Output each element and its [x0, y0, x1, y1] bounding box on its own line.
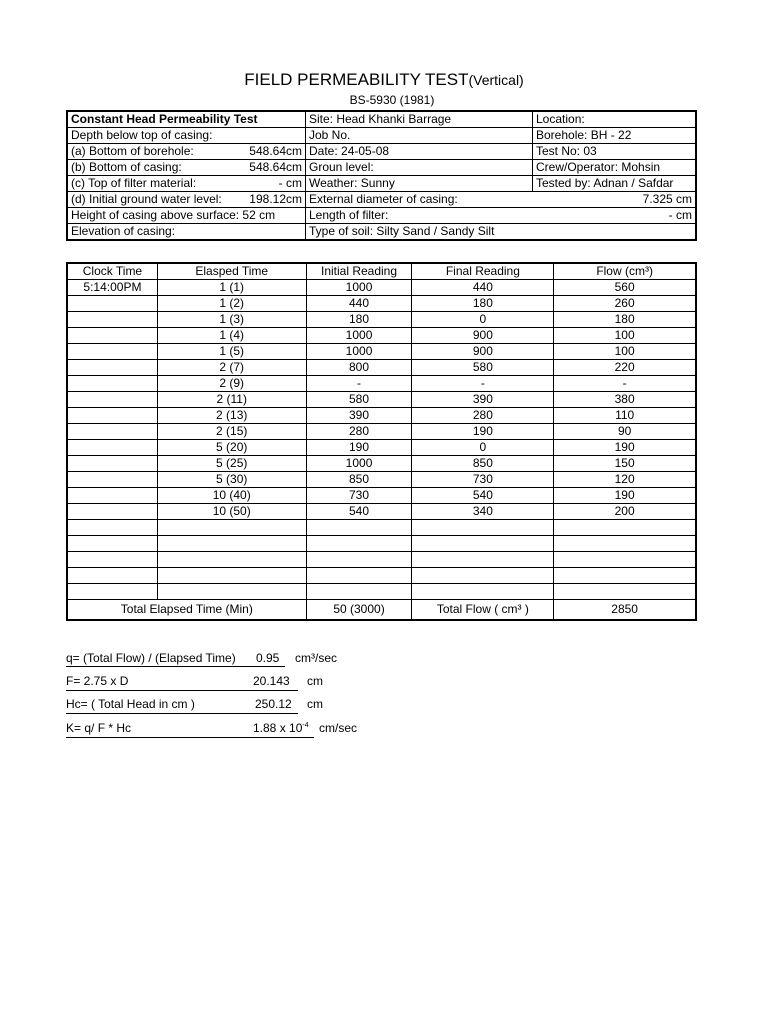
total-elapsed-value: 50 (3000)	[306, 600, 412, 621]
clock-time-cell	[67, 520, 157, 536]
initial-reading-cell: 730	[306, 488, 412, 504]
hc-label: Hc= ( Total Head in cm )	[66, 697, 195, 711]
standard-label: BS-5930 (1981)	[349, 93, 435, 107]
ext-diameter-cell	[306, 192, 697, 208]
elevation-casing-cell: Elevation of casing:	[67, 224, 306, 241]
top-filter-cell	[67, 176, 306, 192]
flow-cell: 120	[554, 472, 696, 488]
test-no-cell: Test No: 03	[533, 144, 697, 160]
clock-time-cell	[67, 488, 157, 504]
flow-cell: 100	[554, 344, 696, 360]
initial-reading-cell: 540	[306, 504, 412, 520]
flow-cell: 190	[554, 488, 696, 504]
initial-reading-cell: 280	[306, 424, 412, 440]
flow-cell: 100	[554, 328, 696, 344]
clock-time-cell	[67, 456, 157, 472]
flow-cell	[554, 520, 696, 536]
final-reading-cell: 340	[412, 504, 554, 520]
k-underline	[66, 737, 314, 738]
clock-time-cell	[67, 536, 157, 552]
elapsed-time-cell: 10 (40)	[157, 488, 306, 504]
clock-time-cell: 5:14:00PM	[67, 280, 157, 296]
site-cell: Site: Head Khanki Barrage	[306, 111, 533, 128]
k-exponent: -4	[302, 722, 309, 729]
flow-cell: 110	[554, 408, 696, 424]
elapsed-time-cell: 1 (2)	[157, 296, 306, 312]
initial-reading-cell: 390	[306, 408, 412, 424]
elapsed-time-cell: 10 (50)	[157, 504, 306, 520]
elapsed-time-cell: 2 (13)	[157, 408, 306, 424]
final-reading-cell: -	[412, 376, 554, 392]
clock-time-cell	[67, 344, 157, 360]
hc-unit: cm	[307, 697, 323, 711]
hc-underline	[66, 713, 298, 714]
ext-diameter-label: External diameter of casing:	[309, 192, 458, 206]
location-cell: Location:	[533, 111, 697, 128]
bottom-casing-label: (b) Bottom of casing:	[71, 160, 182, 174]
elapsed-time-cell	[157, 552, 306, 568]
final-reading-cell: 440	[412, 280, 554, 296]
initial-reading-cell: 440	[306, 296, 412, 312]
f-row	[66, 674, 323, 688]
initial-reading-cell: 190	[306, 440, 412, 456]
f-label: F= 2.75 x D	[66, 674, 129, 688]
final-reading-cell: 280	[412, 408, 554, 424]
final-reading-cell	[412, 584, 554, 600]
top-filter-label: (c) Top of filter material:	[71, 176, 197, 190]
clock-time-cell	[67, 568, 157, 584]
flow-cell	[554, 552, 696, 568]
table-row	[67, 472, 696, 488]
flow-cell	[554, 536, 696, 552]
date-cell: Date: 24-05-08	[306, 144, 533, 160]
table-row	[67, 408, 696, 424]
elapsed-time-cell: 2 (11)	[157, 392, 306, 408]
elapsed-time-cell: 1 (4)	[157, 328, 306, 344]
initial-reading-cell: 1000	[306, 344, 412, 360]
bottom-borehole-cell	[67, 144, 306, 160]
initial-reading-cell: 180	[306, 312, 412, 328]
initial-reading-cell	[306, 552, 412, 568]
table-row	[67, 568, 696, 584]
flow-cell: 150	[554, 456, 696, 472]
clock-time-cell	[67, 424, 157, 440]
elapsed-time-cell	[157, 568, 306, 584]
header-initial-reading: Initial Reading	[306, 263, 412, 280]
total-flow-label: Total Flow ( cm³ )	[412, 600, 554, 621]
depth-label-cell: Depth below top of casing:	[67, 128, 306, 144]
clock-time-cell	[67, 376, 157, 392]
table-row	[67, 520, 696, 536]
elapsed-time-cell: 5 (20)	[157, 440, 306, 456]
final-reading-cell: 900	[412, 328, 554, 344]
filter-length-cell	[306, 208, 697, 224]
table-row	[67, 280, 696, 296]
final-reading-cell: 850	[412, 456, 554, 472]
filter-length-value: - cm	[668, 208, 692, 222]
totals-row	[67, 600, 696, 621]
final-reading-cell: 190	[412, 424, 554, 440]
clock-time-cell	[67, 472, 157, 488]
elapsed-time-cell	[157, 520, 306, 536]
clock-time-cell	[67, 312, 157, 328]
flow-cell: 190	[554, 440, 696, 456]
table-row	[67, 424, 696, 440]
ground-level-cell: Groun level:	[306, 160, 533, 176]
weather-cell: Weather: Sunny	[306, 176, 533, 192]
initial-gw-label: (d) Initial ground water level:	[71, 192, 222, 206]
table-row	[67, 456, 696, 472]
q-label: q= (Total Flow) / (Elapsed Time)	[66, 651, 236, 665]
elapsed-time-cell	[157, 536, 306, 552]
initial-reading-cell	[306, 584, 412, 600]
elapsed-time-cell: 1 (5)	[157, 344, 306, 360]
final-reading-cell	[412, 552, 554, 568]
initial-reading-cell: 1000	[306, 328, 412, 344]
clock-time-cell	[67, 440, 157, 456]
elapsed-time-cell: 2 (9)	[157, 376, 306, 392]
q-row	[66, 651, 337, 665]
table-row	[67, 360, 696, 376]
k-value-group	[253, 721, 309, 735]
k-row	[66, 721, 358, 735]
q-unit: cm³/sec	[295, 651, 337, 665]
initial-reading-cell	[306, 520, 412, 536]
crew-cell: Crew/Operator: Mohsin	[533, 160, 697, 176]
table-row	[67, 328, 696, 344]
table-row	[67, 296, 696, 312]
table-row	[67, 392, 696, 408]
table-row	[67, 344, 696, 360]
ext-diameter-value: 7.325 cm	[642, 192, 692, 206]
readings-body	[67, 280, 696, 600]
title-suffix: (Vertical)	[468, 72, 524, 88]
k-unit: cm/sec	[319, 721, 358, 735]
table-row	[67, 312, 696, 328]
final-reading-cell: 580	[412, 360, 554, 376]
clock-time-cell	[67, 504, 157, 520]
header-flow: Flow (cm³)	[554, 263, 696, 280]
elapsed-time-cell: 5 (30)	[157, 472, 306, 488]
table-row	[67, 584, 696, 600]
header-elapsed-time: Elasped Time	[157, 263, 306, 280]
tested-by-cell: Tested by: Adnan / Safdar	[533, 176, 697, 192]
final-reading-cell: 0	[412, 312, 554, 328]
test-type-header: Constant Head Permeability Test	[67, 111, 306, 128]
height-casing-cell: Height of casing above surface: 52 cm	[67, 208, 306, 224]
hc-row	[66, 697, 323, 711]
initial-gw-cell	[67, 192, 306, 208]
clock-time-cell	[67, 584, 157, 600]
filter-length-label: Length of filter:	[309, 208, 389, 222]
final-reading-cell: 900	[412, 344, 554, 360]
job-no-cell: Job No.	[306, 128, 533, 144]
clock-time-cell	[67, 408, 157, 424]
flow-cell	[554, 584, 696, 600]
initial-reading-cell: 1000	[306, 280, 412, 296]
bottom-borehole-value: 548.64cm	[249, 144, 302, 158]
flow-cell: 220	[554, 360, 696, 376]
final-reading-cell: 0	[412, 440, 554, 456]
elapsed-time-cell: 5 (25)	[157, 456, 306, 472]
initial-reading-cell: 1000	[306, 456, 412, 472]
elapsed-time-cell: 1 (3)	[157, 312, 306, 328]
flow-cell: 90	[554, 424, 696, 440]
top-filter-value: - cm	[278, 176, 302, 190]
table-row	[67, 504, 696, 520]
borehole-cell: Borehole: BH - 22	[533, 128, 697, 144]
flow-cell: 200	[554, 504, 696, 520]
test-info-table	[66, 110, 697, 241]
readings-table	[66, 262, 697, 621]
final-reading-cell: 390	[412, 392, 554, 408]
flow-cell: 260	[554, 296, 696, 312]
table-row	[67, 488, 696, 504]
clock-time-cell	[67, 552, 157, 568]
table-row	[67, 552, 696, 568]
flow-cell: 560	[554, 280, 696, 296]
clock-time-cell	[67, 296, 157, 312]
initial-reading-cell: 580	[306, 392, 412, 408]
flow-cell: 180	[554, 312, 696, 328]
flow-cell	[554, 568, 696, 584]
title-main: FIELD PERMEABILITY TEST	[244, 70, 469, 89]
clock-time-cell	[67, 360, 157, 376]
flow-cell: 380	[554, 392, 696, 408]
page-title	[0, 70, 768, 90]
bottom-borehole-label: (a) Bottom of borehole:	[71, 144, 194, 158]
q-underline	[66, 666, 285, 667]
final-reading-cell: 180	[412, 296, 554, 312]
final-reading-cell	[412, 536, 554, 552]
f-value: 20.143	[253, 674, 290, 688]
soil-type-cell: Type of soil: Silty Sand / Sandy Silt	[306, 224, 697, 241]
initial-reading-cell: -	[306, 376, 412, 392]
final-reading-cell: 730	[412, 472, 554, 488]
elapsed-time-cell	[157, 584, 306, 600]
f-unit: cm	[307, 674, 323, 688]
readings-header-row	[67, 263, 696, 280]
final-reading-cell	[412, 520, 554, 536]
elapsed-time-cell: 2 (7)	[157, 360, 306, 376]
bottom-casing-value: 548.64cm	[249, 160, 302, 174]
initial-gw-value: 198.12cm	[249, 192, 302, 206]
initial-reading-cell	[306, 536, 412, 552]
initial-reading-cell	[306, 568, 412, 584]
header-clock-time: Clock Time	[67, 263, 157, 280]
table-row	[67, 440, 696, 456]
total-elapsed-label: Total Elapsed Time (Min)	[67, 600, 306, 621]
clock-time-cell	[67, 392, 157, 408]
flow-cell: -	[554, 376, 696, 392]
final-reading-cell	[412, 568, 554, 584]
initial-reading-cell: 800	[306, 360, 412, 376]
table-row	[67, 376, 696, 392]
f-underline	[66, 690, 298, 691]
initial-reading-cell: 850	[306, 472, 412, 488]
bottom-casing-cell	[67, 160, 306, 176]
elapsed-time-cell: 1 (1)	[157, 280, 306, 296]
k-value: 1.88 x 10	[253, 721, 303, 735]
clock-time-cell	[67, 328, 157, 344]
elapsed-time-cell: 2 (15)	[157, 424, 306, 440]
k-label: K= q/ F * Hc	[66, 721, 132, 735]
total-flow-value: 2850	[554, 600, 696, 621]
final-reading-cell: 540	[412, 488, 554, 504]
q-value: 0.95	[256, 651, 280, 665]
table-row	[67, 536, 696, 552]
hc-value: 250.12	[255, 697, 292, 711]
header-final-reading: Final Reading	[412, 263, 554, 280]
